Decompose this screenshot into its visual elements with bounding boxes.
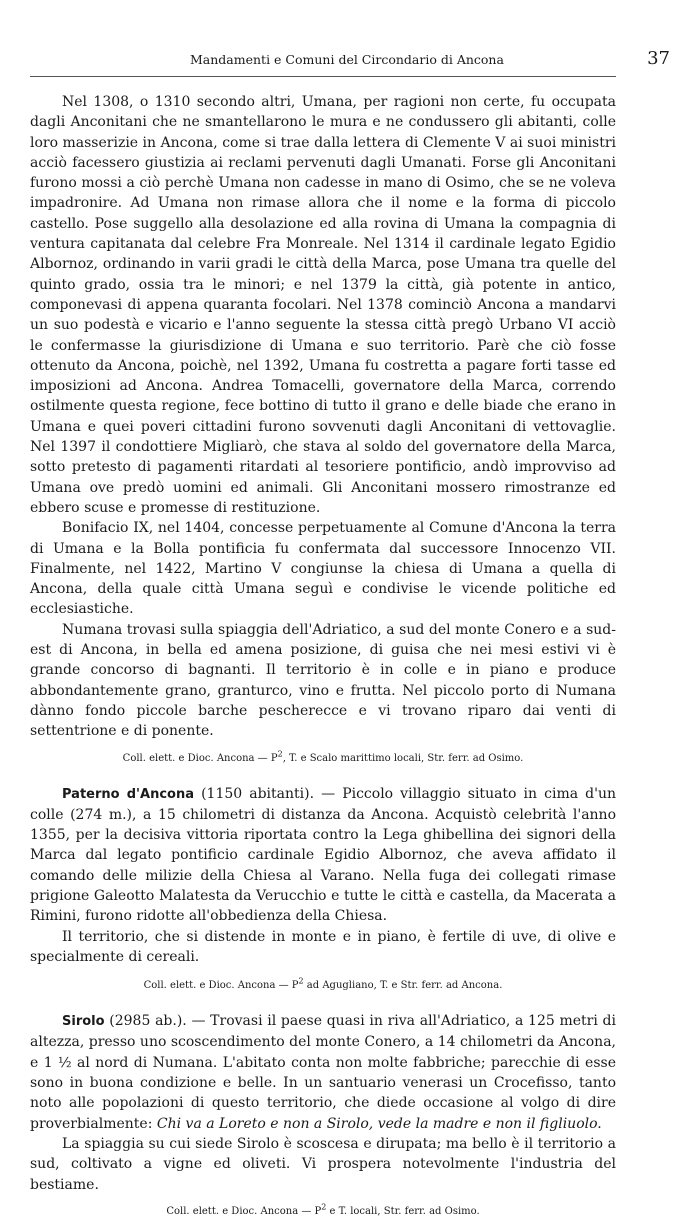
paterno-paragraph-history: [30, 784, 616, 927]
numana-admin-note: [30, 749, 616, 766]
note-text-rest: ad Agugliano, T. e Str. ferr. ad Ancona.: [303, 980, 503, 992]
note-text: Coll. elett. e Dioc. Ancona — P: [122, 752, 278, 764]
note-text: Coll. elett. e Dioc. Ancona — P: [166, 1205, 322, 1217]
sirolo-paragraph-territory: La spiaggia su cui siede Sirolo è scoscesa e dirupata; ma bello è il territorio a sud, coltivato a vigne ed oliveti. Vi prospera notevolmente l'industria del bestiame.: [30, 1135, 616, 1193]
numana-section: [30, 92, 616, 766]
running-head: Mandamenti e Comuni del Circondario di Ancona: [190, 52, 504, 67]
paterno-title: Paterno d'Ancona: [62, 786, 194, 802]
note-text-rest: e T. locali, Str. ferr. ad Osimo.: [326, 1205, 480, 1217]
note-superscript: 2: [277, 749, 283, 759]
sirolo-title: Sirolo: [62, 1014, 105, 1030]
sirolo-section: [30, 1011, 616, 1219]
sirolo-paragraph-description: [30, 1011, 616, 1134]
note-text: Coll. elett. e Dioc. Ancona — P: [143, 980, 299, 992]
numana-paragraph-bonifacio: Bonifacio IX, nel 1404, concesse perpetuamente al Comune d'Ancona la terra di Umana e la Bolla pontificia fu confermata dal successore Innocenzo VII. Finalmente, nel 1422, Martino V congiunse la chiesa di Umana a quella di Ancona, della quale città Umana seguì e condivise le vicende politiche ed ecclesiastiche.: [30, 520, 616, 618]
sirolo-proverb: Chi va a Loreto e non a Sirolo, vede la madre e non il figliuolo.: [156, 1115, 602, 1132]
paterno-admin-note: [30, 976, 616, 993]
paterno-paragraph-territory: Il territorio, che si distende in monte e in piano, è fertile di uve, di olive e specialmente di cereali.: [30, 928, 616, 965]
sirolo-admin-note: [30, 1202, 616, 1219]
page-number: 37: [647, 48, 670, 69]
numana-paragraph-location: Numana trovasi sulla spiaggia dell'Adriatico, a sud del monte Conero e a sud-est di Ancona, in bella ed amena posizione, di guisa che nei mesi estivi vi è grande concorso di bagnanti. Il territorio è in colle e in piano e produce abbondantemente grano, granturco, vino e frutta. Nel piccolo porto di Numana dànno fondo piccole barche pescherecce e vi trovano riparo dai venti di settentrione e di ponente.: [30, 621, 616, 740]
page-body: [30, 92, 616, 1219]
paterno-section: [30, 784, 616, 994]
sirolo-text: (2985 ab.). — Trovasi il paese quasi in riva all'Adriatico, a 125 metri di altezza, presso uno scoscendimento del monte Conero, a 14 chilometri da Ancona, e 1 ½ al nord di Numana. L'abitato conta non molte fabbriche; parecchie di esse sono in buona condizione e belle. In un santuario venerasi un Crocefisso, tanto noto alle popolazioni di questo territorio, che diede occasione al volgo di dire proverbialmente:: [30, 1013, 616, 1132]
note-superscript: 2: [321, 1202, 327, 1212]
note-text-rest: , T. e Scalo marittimo locali, Str. ferr. ad Osimo.: [282, 752, 524, 764]
page-header: [30, 48, 670, 74]
paterno-text: (1150 abitanti). — Piccolo villaggio situato in cima d'un colle (274 m.), a 15 chilometri di distanza da Ancona. Acquistò celebrità l'anno 1355, per la decisiva vittoria riportata contro la Lega ghibellina dei signori della Marca dal legato pontificio cardinale Egidio Albornoz, che aveva affidato il comando delle milizie della Chiesa al Varano. Nella fuga dei collegati rimase prigione Galeotto Malatesta da Verucchio e tutte le città e castella, da Macerata a Rimini, furono ridotte all'obbedienza della Chiesa.: [30, 785, 616, 925]
header-rule: [30, 76, 616, 77]
note-superscript: 2: [298, 976, 304, 986]
numana-paragraph-history: Nel 1308, o 1310 secondo altri, Umana, per ragioni non certe, fu occupata dagli Anconitani che ne smantellarono le mura e ne condussero gli abitanti, colle loro masserizie in Ancona, come si trae dalla lettera di Clemente V ai suoi ministri acciò facessero giustizia ai reclami pervenuti dagli Umanati. Forse gli Anconitani furono mossi a ciò perchè Umana non cadesse in mano di Osimo, che se ne voleva impadronire. Ad Umana non rimase allora che il nome e la forma di piccolo castello. Pose suggello alla desolazione ed alla rovina di Umana la compagnia di ventura capitanata dal celebre Fra Monreale. Nel 1314 il cardinale legato Egidio Albornoz, ordinando in varii gradi le città della Marca, pose Umana tra quelle del quinto grado, ossia tra le minori; e nel 1379 la città, già potente in antico, componevasi di appena quaranta focolari. Nel 1378 cominciò Ancona a mandarvi un suo podestà e vicario e l'anno seguente la stessa città pregò Urbano VI acciò le confermasse la giurisdizione di Umana e suo territorio. Parè che ciò fosse ottenuto da Ancona, poichè, nel 1392, Umana fu costretta a pagare forti tasse ed imposizioni ad Ancona. Andrea Tomacelli, governatore della Marca, correndo ostilmente questa regione, fece bottino di tutto il grano e delle biade che erano in Umana e quei poveri cittadini furono sovvenuti dagli Anconitani di vettovaglie. Nel 1397 il condottiere Migliarò, che stava al soldo del governatore della Marca, sotto pretesto di pagamenti ritardati al tesoriere pontificio, andò improvviso ad Umana ove predò uomini ed animali. Gli Anconitani mossero rimostranze ed ebbero scuse e promesse di restituzione.: [30, 94, 616, 516]
